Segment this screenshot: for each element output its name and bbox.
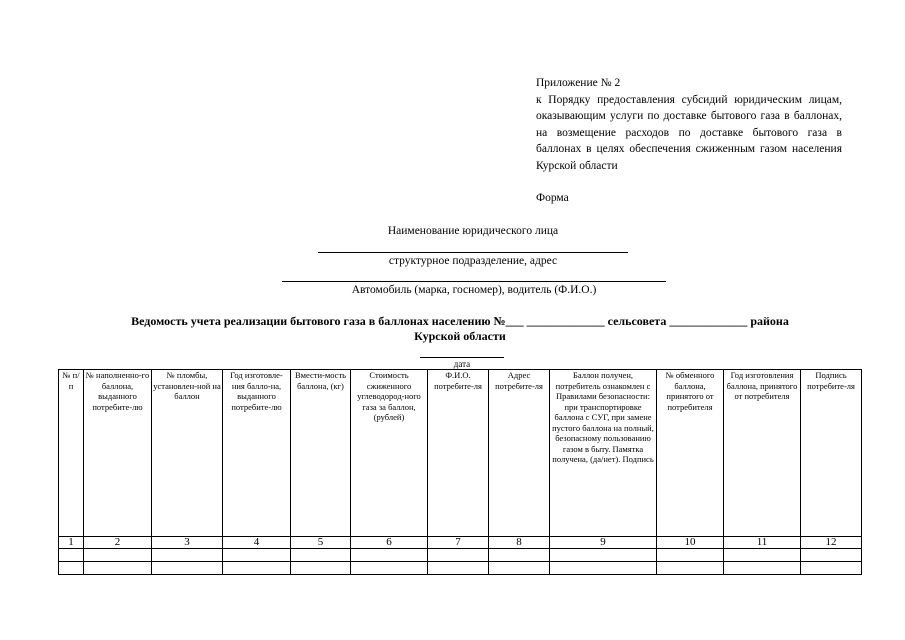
table-cell[interactable] <box>801 549 862 562</box>
table-cell[interactable] <box>428 549 489 562</box>
column-number: 9 <box>550 537 657 549</box>
header-cell: Подпись потребите-ля <box>801 370 862 537</box>
column-number: 4 <box>223 537 291 549</box>
table-cell[interactable] <box>801 562 862 575</box>
table-cell[interactable] <box>152 562 223 575</box>
table-row <box>59 562 862 575</box>
column-number: 2 <box>84 537 152 549</box>
column-number: 1 <box>59 537 84 549</box>
table-cell[interactable] <box>724 562 801 575</box>
table-cell[interactable] <box>84 549 152 562</box>
header-cell: № обменного баллона, принятого от потребителя <box>657 370 724 537</box>
table-number-row <box>59 537 862 549</box>
table-cell[interactable] <box>550 562 657 575</box>
header-cell: Год изготовления баллона, принятого от потребителя <box>724 370 801 537</box>
table-cell[interactable] <box>428 562 489 575</box>
legal-entity-line <box>318 252 628 253</box>
header-cell: № наполненно-го баллона, выданного потребите-лю <box>84 370 152 537</box>
table-cell[interactable] <box>291 562 351 575</box>
appendix-block <box>536 75 842 174</box>
table-cell[interactable] <box>550 549 657 562</box>
header-cell: Год изготовле-ния балло-на, выданного потребите-лю <box>223 370 291 537</box>
table-cell[interactable] <box>223 549 291 562</box>
table-cell[interactable] <box>489 549 550 562</box>
column-number: 10 <box>657 537 724 549</box>
table-cell[interactable] <box>724 549 801 562</box>
header-cell: № п/ п <box>59 370 84 537</box>
date-line <box>420 357 504 358</box>
vehicle-label: Автомобиль (марка, госномер), водитель (Ф.И.О.) <box>351 284 597 296</box>
appendix-body: к Порядку предоставления субсидий юридическим лицам, оказывающим услуги по доставке бытового газа в баллонах, на возмещение расходов по доставке бытового газа в баллонах в целях обеспечения сжиженным газом населения Курской области <box>536 93 842 172</box>
column-number: 5 <box>291 537 351 549</box>
column-number: 8 <box>489 537 550 549</box>
table-cell[interactable] <box>657 562 724 575</box>
title-line-2: Курской области <box>414 329 506 343</box>
table-cell[interactable] <box>59 562 84 575</box>
header-cell: Вмести-мость баллона, (кг) <box>291 370 351 537</box>
table-cell[interactable] <box>84 562 152 575</box>
header-cell: Баллон получен, потребитель ознакомлен с Правилами безопасности: при транспортировке баллона с СУГ, при замене пустого баллона на полный, безопасному пользованию газом в быту. Памятка получена, (да/нет). Подпись <box>550 370 657 537</box>
legal-entity-label: Наименование юридического лица <box>387 225 559 237</box>
subdivision-line <box>282 281 666 282</box>
date-label: дата <box>453 359 471 369</box>
document-title <box>60 314 860 344</box>
table-cell[interactable] <box>351 562 428 575</box>
table-header-row <box>59 370 862 537</box>
records-table <box>58 369 862 575</box>
column-number: 12 <box>801 537 862 549</box>
appendix-title: Приложение № 2 <box>536 77 621 89</box>
column-number: 3 <box>152 537 223 549</box>
table-cell[interactable] <box>59 549 84 562</box>
header-cell: № пломбы, установлен-ной на баллон <box>152 370 223 537</box>
table-cell[interactable] <box>489 562 550 575</box>
table-cell[interactable] <box>657 549 724 562</box>
header-cell: Адрес потребите-ля <box>489 370 550 537</box>
subdivision-label: структурное подразделение, адрес <box>388 255 558 267</box>
form-label: Форма <box>536 192 569 204</box>
table-cell[interactable] <box>152 549 223 562</box>
table-cell[interactable] <box>223 562 291 575</box>
table-row <box>59 549 862 562</box>
column-number: 11 <box>724 537 801 549</box>
title-line-1: Ведомость учета реализации бытового газа в баллонах населению №___ _____________ сельсовета _____________ района <box>131 314 789 328</box>
header-cell: Стоимость сжиженного углеводород-ного газа за баллон, (рублей) <box>351 370 428 537</box>
header-cell: Ф.И.О. потребите-ля <box>428 370 489 537</box>
column-number: 7 <box>428 537 489 549</box>
table-cell[interactable] <box>351 549 428 562</box>
table-cell[interactable] <box>291 549 351 562</box>
column-number: 6 <box>351 537 428 549</box>
